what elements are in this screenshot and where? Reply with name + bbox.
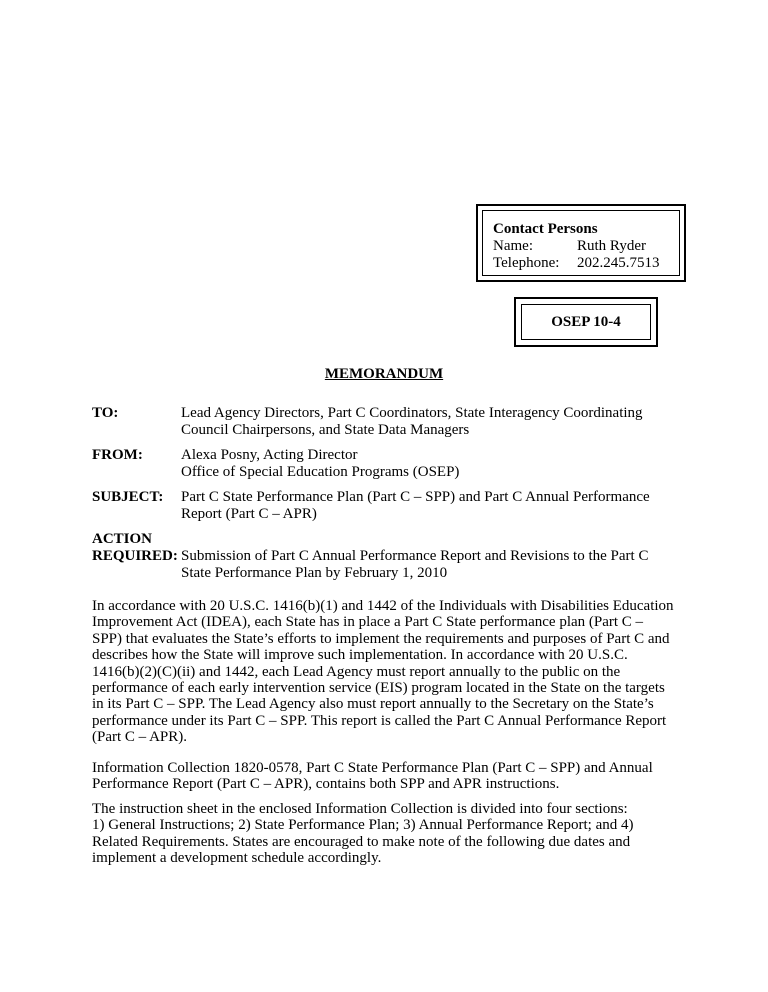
subject-value xyxy=(181,489,681,523)
action-value xyxy=(181,548,681,582)
contact-box xyxy=(476,204,686,282)
contact-box-inner xyxy=(482,210,680,276)
to-value xyxy=(181,405,681,439)
paragraph-line: Improvement Act (IDEA), each State has in place a Part C State performance plan (Part C – xyxy=(92,614,644,631)
from-line: Alexa Posny, Acting Director xyxy=(181,447,358,463)
contact-name-value: Ruth Ryder xyxy=(577,238,646,254)
paragraph-line: 1) General Instructions; 2) State Performance Plan; 3) Annual Performance Report; and 4) xyxy=(92,817,634,834)
from-label: FROM: xyxy=(92,447,143,463)
body-paragraph-2 xyxy=(92,760,692,793)
paragraph-line: Information Collection 1820-0578, Part C State Performance Plan (Part C – SPP) and Annual xyxy=(92,760,653,776)
action-label-line: REQUIRED: xyxy=(92,548,178,564)
paragraph-line: 1416(b)(2)(C)(ii) and 1442, each Lead Agency must report annually to the public on the xyxy=(92,663,621,680)
memo-title xyxy=(0,366,768,382)
osep-code-box xyxy=(514,297,658,347)
to-label: TO: xyxy=(92,405,119,421)
body-paragraph-3 xyxy=(92,801,692,867)
paragraph-line: The instruction sheet in the enclosed Information Collection is divided into four sections: xyxy=(92,801,628,817)
action-line: State Performance Plan by February 1, 2010 xyxy=(181,565,448,581)
action-label-line: ACTION xyxy=(92,531,153,547)
paragraph-line: In accordance with 20 U.S.C. 1416(b)(1) and 1442 of the Individuals with Disabilities Education xyxy=(92,598,674,614)
to-line: Lead Agency Directors, Part C Coordinators, State Interagency Coordinating xyxy=(181,405,643,421)
paragraph-line: implement a development schedule accordingly. xyxy=(92,850,382,867)
contact-title: Contact Persons xyxy=(493,221,598,237)
paragraph-line: in its Part C – SPP. The Lead Agency also must report annually to the Secretary on the State’s xyxy=(92,696,654,713)
memo-title-text: MEMORANDUM xyxy=(324,366,444,382)
subject-line: Part C State Performance Plan (Part C – SPP) and Part C Annual Performance xyxy=(181,489,650,505)
contact-phone-value: 202.245.7513 xyxy=(577,255,660,271)
osep-code: OSEP 10-4 xyxy=(521,304,651,340)
contact-phone-label: Telephone: xyxy=(493,255,560,271)
paragraph-line: Related Requirements. States are encouraged to make note of the following due dates and xyxy=(92,833,631,850)
subject-label: SUBJECT: xyxy=(92,489,164,505)
from-line: Office of Special Education Programs (OSEP) xyxy=(181,464,460,480)
paragraph-line: (Part C – APR). xyxy=(92,729,188,746)
contact-phone-row xyxy=(493,255,679,272)
contact-name-label: Name: xyxy=(493,238,533,254)
paragraph-line: Performance Report (Part C – APR), contains both SPP and APR instructions. xyxy=(92,776,560,793)
paragraph-line: performance of each early intervention service (EIS) program located in the State on the targets xyxy=(92,679,665,696)
paragraph-line: SPP) that evaluates the State’s efforts to implement the requirements and purposes of Part C and xyxy=(92,630,670,647)
action-line: Submission of Part C Annual Performance Report and Revisions to the Part C xyxy=(181,548,649,564)
action-label xyxy=(92,531,178,565)
body-paragraph-1 xyxy=(92,598,692,746)
subject-line: Report (Part C – APR) xyxy=(181,506,317,522)
paragraph-line: describes how the State will improve such implementation. In accordance with 20 U.S.C. xyxy=(92,647,628,664)
to-line: Council Chairpersons, and State Data Managers xyxy=(181,422,470,438)
from-value xyxy=(181,447,681,481)
contact-name-row xyxy=(493,238,679,255)
paragraph-line: performance under its Part C – SPP. This report is called the Part C Annual Performance Report xyxy=(92,712,667,729)
